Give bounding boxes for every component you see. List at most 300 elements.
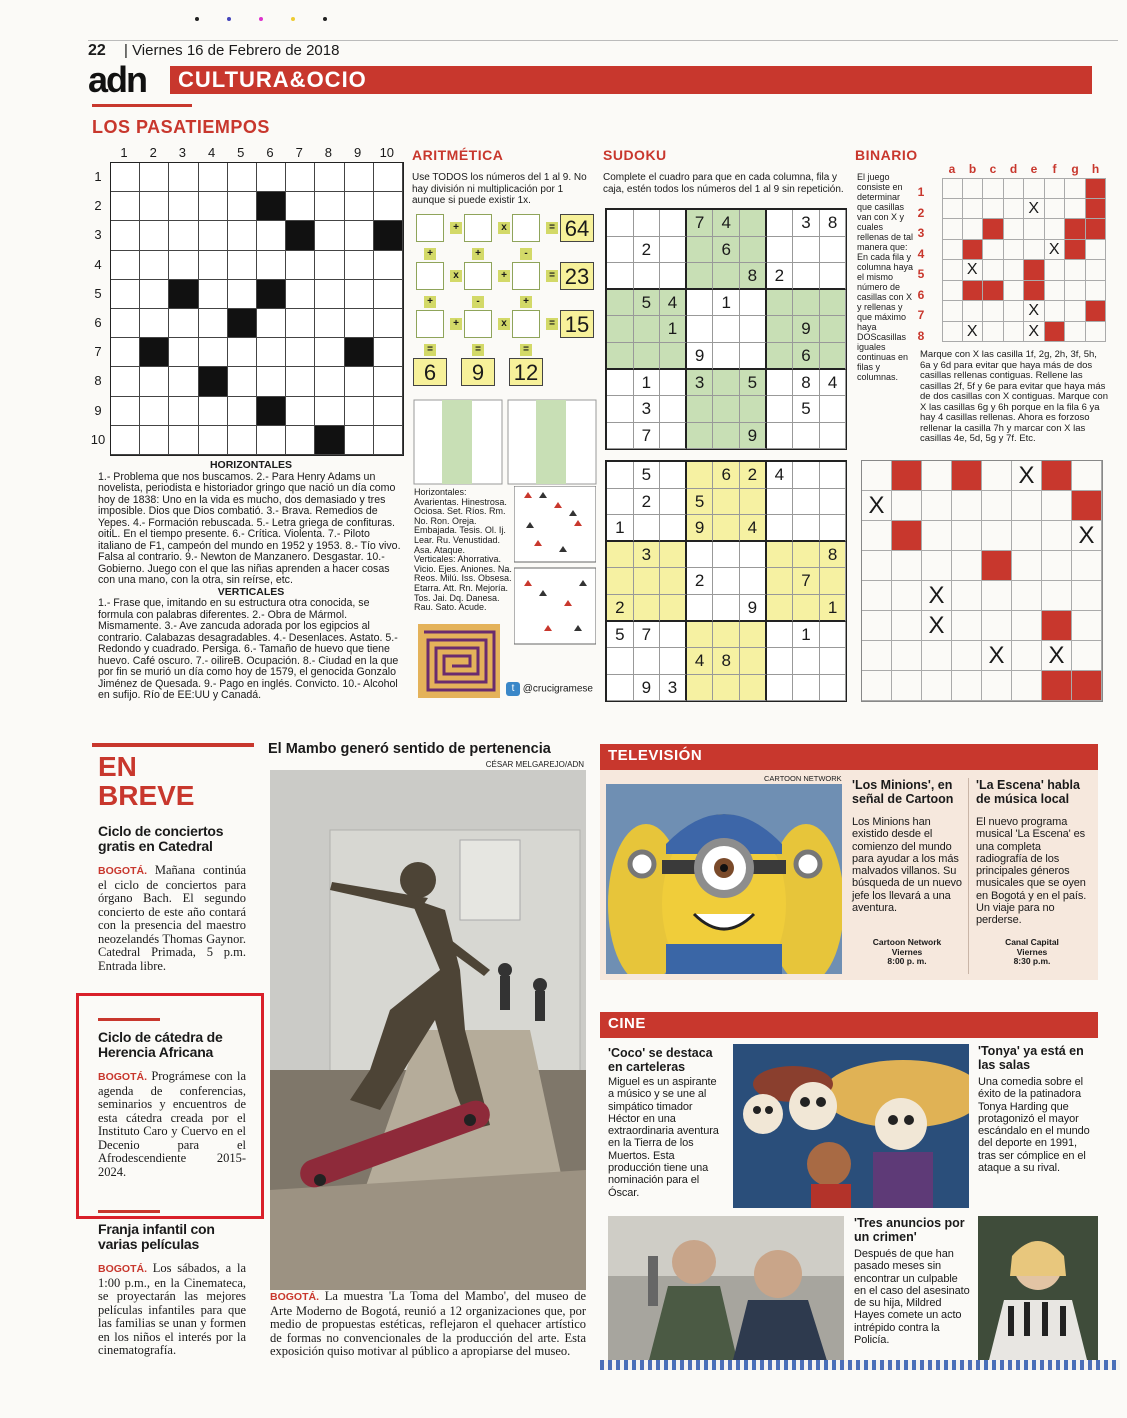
- sudoku-cell[interactable]: [793, 595, 820, 622]
- binario-puzzle-cell[interactable]: [862, 581, 892, 611]
- sudoku-cell[interactable]: [607, 263, 634, 290]
- sudoku-cell[interactable]: [660, 237, 687, 264]
- sudoku-cell[interactable]: [607, 370, 634, 397]
- sudoku-cell[interactable]: [687, 237, 714, 264]
- crossword-cell[interactable]: [140, 397, 169, 426]
- sudoku-cell[interactable]: [660, 396, 687, 423]
- crossword-cell[interactable]: [345, 397, 374, 426]
- sudoku-cell[interactable]: [713, 622, 740, 649]
- sudoku-cell[interactable]: [820, 237, 847, 264]
- sudoku-cell[interactable]: [713, 542, 740, 569]
- sudoku-cell[interactable]: [793, 462, 820, 489]
- crossword-cell[interactable]: [199, 280, 228, 309]
- crossword-cell[interactable]: [140, 426, 169, 455]
- sudoku-cell[interactable]: [793, 423, 820, 450]
- crossword-cell[interactable]: [315, 221, 344, 250]
- binario-puzzle-cell[interactable]: [1012, 491, 1042, 521]
- crossword-cell[interactable]: [286, 367, 315, 396]
- sudoku-cell[interactable]: [740, 343, 767, 370]
- binario-puzzle-cell[interactable]: [862, 641, 892, 671]
- crossword-cell[interactable]: [140, 192, 169, 221]
- crossword-cell[interactable]: [169, 338, 198, 367]
- crossword-cell[interactable]: [169, 309, 198, 338]
- crossword-cell[interactable]: [228, 367, 257, 396]
- sudoku-cell[interactable]: [634, 263, 661, 290]
- crossword-cell[interactable]: [228, 397, 257, 426]
- sudoku-cell[interactable]: [767, 595, 794, 622]
- sudoku-cell[interactable]: [740, 316, 767, 343]
- sudoku-cell[interactable]: [767, 210, 794, 237]
- crossword-cell[interactable]: [286, 309, 315, 338]
- binario-puzzle-cell[interactable]: X: [1012, 461, 1042, 491]
- crossword-cell[interactable]: [199, 192, 228, 221]
- sudoku-cell[interactable]: [660, 263, 687, 290]
- sudoku-cell[interactable]: [740, 396, 767, 423]
- crossword-cell: [286, 221, 315, 250]
- crossword-cell[interactable]: [286, 338, 315, 367]
- crossword-cell[interactable]: [286, 426, 315, 455]
- crossword-cell[interactable]: [286, 192, 315, 221]
- sudoku-cell[interactable]: [634, 515, 661, 542]
- sudoku-cell: 2: [634, 489, 661, 516]
- crossword-cell[interactable]: [374, 309, 403, 338]
- binario-puzzle-cell[interactable]: [952, 461, 982, 491]
- binario-puzzle-cell[interactable]: [862, 521, 892, 551]
- crossword-cell[interactable]: [111, 280, 140, 309]
- crossword-cell[interactable]: [111, 309, 140, 338]
- sudoku-cell[interactable]: [713, 489, 740, 516]
- crossword-cell[interactable]: [228, 338, 257, 367]
- sudoku-cell[interactable]: [713, 595, 740, 622]
- binario-puzzle-cell[interactable]: [982, 521, 1012, 551]
- sudoku-cell[interactable]: [713, 515, 740, 542]
- sudoku-cell[interactable]: [713, 316, 740, 343]
- sudoku-cell[interactable]: [607, 542, 634, 569]
- crossword-cell[interactable]: [257, 338, 286, 367]
- binario-puzzle-cell[interactable]: [982, 461, 1012, 491]
- sudoku-cell[interactable]: [793, 489, 820, 516]
- sudoku-cell[interactable]: [634, 210, 661, 237]
- sudoku-cell[interactable]: [660, 462, 687, 489]
- binario-puzzle-cell[interactable]: [1072, 461, 1102, 491]
- binario-puzzle-cell[interactable]: [952, 521, 982, 551]
- binario-puzzle-cell[interactable]: [1072, 671, 1102, 701]
- solution-verticales: Verticales: Ahorrativa. Vicio. Ejes. Aniones. Na. Reos. Milú. Iss. Obsesa. Etarra. Att. Rn. Mejoría. Tos. Jai. Dq. Danesa. Rau. Sato. Acude.: [414, 554, 512, 613]
- crossword-cell[interactable]: [169, 397, 198, 426]
- sudoku-cell[interactable]: [793, 237, 820, 264]
- sudoku-cell[interactable]: [767, 648, 794, 675]
- sudoku-cell[interactable]: [820, 675, 847, 702]
- crossword-cell[interactable]: [286, 163, 315, 192]
- sudoku-cell[interactable]: [740, 648, 767, 675]
- crossword-cell[interactable]: [199, 338, 228, 367]
- sudoku-cell[interactable]: [713, 675, 740, 702]
- sudoku-cell[interactable]: [740, 675, 767, 702]
- sudoku-cell[interactable]: [687, 423, 714, 450]
- binario-puzzle-cell[interactable]: [892, 491, 922, 521]
- binario-puzzle-cell[interactable]: [952, 581, 982, 611]
- twitter-handle: t @crucigramese: [506, 682, 593, 696]
- crossword-cell[interactable]: [345, 192, 374, 221]
- crossword-row-number: 5: [94, 285, 102, 301]
- crossword-cell[interactable]: [345, 309, 374, 338]
- sudoku-cell[interactable]: [740, 290, 767, 317]
- binario-puzzle-cell[interactable]: X: [1042, 641, 1072, 671]
- sudoku-cell[interactable]: [767, 675, 794, 702]
- sudoku-cell[interactable]: [820, 622, 847, 649]
- sudoku-cell[interactable]: [713, 423, 740, 450]
- binario-puzzle-cell[interactable]: [862, 611, 892, 641]
- binario-puzzle-cell[interactable]: [892, 611, 922, 641]
- sudoku-cell[interactable]: [793, 290, 820, 317]
- sudoku-cell[interactable]: [767, 489, 794, 516]
- number-box[interactable]: [512, 310, 540, 338]
- sudoku-cell[interactable]: [767, 622, 794, 649]
- crossword-cell[interactable]: [111, 251, 140, 280]
- binario-puzzle-cell[interactable]: [1042, 671, 1072, 701]
- binario-puzzle-cell[interactable]: [982, 581, 1012, 611]
- sudoku-cell[interactable]: [660, 515, 687, 542]
- sudoku-cell[interactable]: [793, 648, 820, 675]
- binario-puzzle-cell[interactable]: [892, 641, 922, 671]
- crossword-cell[interactable]: [345, 163, 374, 192]
- binario-puzzle-cell[interactable]: [892, 521, 922, 551]
- crossword-cell[interactable]: [345, 221, 374, 250]
- sudoku-cell[interactable]: [820, 515, 847, 542]
- sudoku-cell[interactable]: [607, 489, 634, 516]
- number-box[interactable]: [416, 214, 444, 242]
- binario-puzzle-cell[interactable]: [1042, 491, 1072, 521]
- crossword-cell[interactable]: [257, 221, 286, 250]
- sudoku-cell[interactable]: [820, 316, 847, 343]
- binario-puzzle-cell[interactable]: [862, 551, 892, 581]
- sudoku-cell[interactable]: [660, 542, 687, 569]
- sudoku-cell[interactable]: [607, 210, 634, 237]
- binario-puzzle-cell[interactable]: [922, 461, 952, 491]
- crossword-cell[interactable]: [140, 251, 169, 280]
- binario-puzzle-cell[interactable]: [1072, 551, 1102, 581]
- crossword-cell[interactable]: [111, 221, 140, 250]
- sudoku-cell[interactable]: [767, 316, 794, 343]
- number-box[interactable]: [464, 310, 492, 338]
- crossword-cell[interactable]: [111, 192, 140, 221]
- sudoku-cell[interactable]: [713, 343, 740, 370]
- sudoku-cell[interactable]: [820, 343, 847, 370]
- binario-puzzle-cell[interactable]: [952, 551, 982, 581]
- crossword-cell[interactable]: [315, 251, 344, 280]
- crossword-cell[interactable]: [111, 338, 140, 367]
- sudoku-cell[interactable]: [687, 263, 714, 290]
- crossword-cell[interactable]: [140, 163, 169, 192]
- binario-puzzle-cell[interactable]: [982, 671, 1012, 701]
- sudoku-cell[interactable]: [634, 316, 661, 343]
- sudoku-cell[interactable]: [660, 622, 687, 649]
- crossword-cell[interactable]: [199, 426, 228, 455]
- number-box[interactable]: [512, 262, 540, 290]
- crossword-cell[interactable]: [169, 251, 198, 280]
- binario-puzzle-cell[interactable]: [892, 461, 922, 491]
- crossword-cell[interactable]: [169, 163, 198, 192]
- number-box[interactable]: [464, 262, 492, 290]
- crossword-cell[interactable]: [315, 338, 344, 367]
- crossword-cell[interactable]: [199, 397, 228, 426]
- crossword-cell[interactable]: [199, 251, 228, 280]
- binario-puzzle-cell[interactable]: [922, 491, 952, 521]
- binario-puzzle-cell[interactable]: X: [922, 611, 952, 641]
- crossword-cell[interactable]: [140, 367, 169, 396]
- sudoku-cell[interactable]: [767, 515, 794, 542]
- sudoku-cell[interactable]: [607, 423, 634, 450]
- crossword-cell[interactable]: [345, 426, 374, 455]
- sudoku-cell[interactable]: [687, 462, 714, 489]
- crossword-cell[interactable]: [199, 309, 228, 338]
- sudoku-cell[interactable]: [820, 396, 847, 423]
- binario-puzzle-cell[interactable]: [1042, 581, 1072, 611]
- sudoku-cell[interactable]: [820, 489, 847, 516]
- en-breve-title: EN BREVE: [98, 751, 195, 811]
- sudoku-cell[interactable]: [713, 263, 740, 290]
- brief-3-text: BOGOTÁ. Los sábados, a la 1:00 p.m., en la Cinemateca, se proyectarán las mejores películas infantiles para que las familias se unan y formen en los niños el interés por la cinematografía.: [98, 1261, 246, 1357]
- sudoku-cell[interactable]: [660, 210, 687, 237]
- crossword-cell[interactable]: [286, 397, 315, 426]
- sudoku-cell[interactable]: [634, 343, 661, 370]
- sudoku-cell[interactable]: [820, 423, 847, 450]
- crossword-cell[interactable]: [315, 192, 344, 221]
- binario-puzzle-cell[interactable]: [1012, 611, 1042, 641]
- binario-puzzle-cell[interactable]: [1012, 671, 1042, 701]
- crossword-cell[interactable]: [111, 426, 140, 455]
- sudoku-cell[interactable]: [687, 542, 714, 569]
- crossword-cell[interactable]: [257, 367, 286, 396]
- crossword-cell[interactable]: [228, 192, 257, 221]
- sudoku-grid-1[interactable]: [605, 208, 847, 450]
- binario-puzzle-cell[interactable]: [1012, 581, 1042, 611]
- sudoku-cell[interactable]: [767, 542, 794, 569]
- sudoku-cell[interactable]: [740, 568, 767, 595]
- sudoku-cell[interactable]: [713, 370, 740, 397]
- sudoku-cell[interactable]: [740, 622, 767, 649]
- number-box[interactable]: [416, 262, 444, 290]
- binario-puzzle-cell[interactable]: [892, 671, 922, 701]
- sudoku-cell[interactable]: [607, 675, 634, 702]
- sudoku-cell[interactable]: [687, 396, 714, 423]
- binario-col-letter: f: [1052, 162, 1057, 176]
- crossword-cell[interactable]: [374, 367, 403, 396]
- sudoku-cell[interactable]: [607, 568, 634, 595]
- sudoku-cell[interactable]: [687, 290, 714, 317]
- crossword-cell[interactable]: [140, 221, 169, 250]
- binario-puzzle-cell[interactable]: [922, 551, 952, 581]
- crossword-cell[interactable]: [374, 192, 403, 221]
- sudoku-cell[interactable]: [660, 568, 687, 595]
- sudoku-cell[interactable]: [660, 489, 687, 516]
- crossword-cell[interactable]: [140, 280, 169, 309]
- binario-puzzle-cell[interactable]: [1072, 581, 1102, 611]
- sudoku-cell[interactable]: [687, 622, 714, 649]
- sudoku-cell[interactable]: [607, 316, 634, 343]
- sudoku-grid-2[interactable]: [605, 460, 847, 702]
- binario-puzzle-cell[interactable]: [892, 551, 922, 581]
- crossword-cell[interactable]: [315, 367, 344, 396]
- sudoku-cell[interactable]: [634, 595, 661, 622]
- sudoku-cell[interactable]: [687, 675, 714, 702]
- crossword-cell[interactable]: [169, 367, 198, 396]
- sudoku-cell[interactable]: [687, 595, 714, 622]
- crossword-cell[interactable]: [257, 251, 286, 280]
- binario-puzzle-cell[interactable]: [1012, 641, 1042, 671]
- binario-puzzle-cell[interactable]: [922, 521, 952, 551]
- crossword-cell[interactable]: [315, 397, 344, 426]
- column-result: 12: [509, 358, 543, 386]
- sudoku-cell[interactable]: [660, 648, 687, 675]
- crossword-cell[interactable]: [374, 280, 403, 309]
- sudoku-cell[interactable]: [820, 568, 847, 595]
- binario-puzzle-cell[interactable]: X: [982, 641, 1012, 671]
- binario-puzzle-cell[interactable]: X: [922, 581, 952, 611]
- binario-puzzle-cell[interactable]: [1042, 521, 1072, 551]
- crossword-cell[interactable]: [286, 251, 315, 280]
- crossword-cell[interactable]: [169, 192, 198, 221]
- sudoku-cell[interactable]: [793, 515, 820, 542]
- crossword-cell[interactable]: [228, 426, 257, 455]
- sudoku-cell[interactable]: [740, 210, 767, 237]
- sudoku-cell[interactable]: [793, 675, 820, 702]
- sudoku-cell[interactable]: [634, 568, 661, 595]
- aritmetica-puzzle[interactable]: [412, 208, 598, 394]
- sudoku-cell[interactable]: [660, 370, 687, 397]
- binario-puzzle-cell[interactable]: [1042, 551, 1072, 581]
- sudoku-cell[interactable]: [607, 648, 634, 675]
- crossword-cell[interactable]: [111, 397, 140, 426]
- crossword-cell[interactable]: [315, 280, 344, 309]
- sudoku-cell[interactable]: [634, 648, 661, 675]
- sudoku-cell[interactable]: [607, 237, 634, 264]
- sudoku-cell[interactable]: [767, 423, 794, 450]
- crossword-cell[interactable]: [345, 280, 374, 309]
- number-box[interactable]: [512, 214, 540, 242]
- sudoku-cell[interactable]: [767, 343, 794, 370]
- sudoku-cell[interactable]: [820, 462, 847, 489]
- binario-puzzle-cell[interactable]: [862, 671, 892, 701]
- sudoku-cell[interactable]: [767, 396, 794, 423]
- binario-puzzle-cell[interactable]: [892, 581, 922, 611]
- sudoku-cell[interactable]: [767, 568, 794, 595]
- crossword-cell[interactable]: [169, 221, 198, 250]
- sudoku-cell[interactable]: [607, 290, 634, 317]
- number-box[interactable]: [416, 310, 444, 338]
- sudoku-cell[interactable]: [713, 568, 740, 595]
- number-box[interactable]: [464, 214, 492, 242]
- binario-puzzle-cell[interactable]: [1072, 641, 1102, 671]
- binario-puzzle-cell[interactable]: [922, 671, 952, 701]
- sudoku-cell[interactable]: [660, 595, 687, 622]
- crossword-cell[interactable]: [374, 338, 403, 367]
- sudoku-cell[interactable]: [740, 489, 767, 516]
- sudoku-cell[interactable]: [793, 542, 820, 569]
- binario-puzzle-cell[interactable]: [982, 551, 1012, 581]
- sudoku-cell[interactable]: [607, 396, 634, 423]
- sudoku-cell[interactable]: [740, 542, 767, 569]
- binario-puzzle-cell[interactable]: [1012, 551, 1042, 581]
- crossword-cell[interactable]: [111, 367, 140, 396]
- sudoku-cell[interactable]: [820, 263, 847, 290]
- binario-puzzle-cell[interactable]: X: [1072, 521, 1102, 551]
- crossword-cell[interactable]: [374, 251, 403, 280]
- sudoku-cell[interactable]: [607, 462, 634, 489]
- crossword-cell[interactable]: [111, 163, 140, 192]
- sudoku-cell[interactable]: [713, 396, 740, 423]
- row-operator: x: [498, 318, 510, 330]
- sudoku-cell[interactable]: [767, 237, 794, 264]
- crossword-cell[interactable]: [169, 426, 198, 455]
- crossword-cell[interactable]: [228, 251, 257, 280]
- binario-puzzle-cell[interactable]: [862, 461, 892, 491]
- binario-puzzle-cell[interactable]: [952, 611, 982, 641]
- crossword-grid[interactable]: [110, 162, 404, 456]
- crossword-cell[interactable]: [315, 309, 344, 338]
- binario-puzzle-cell[interactable]: [982, 491, 1012, 521]
- binario-puzzle-cell[interactable]: X: [862, 491, 892, 521]
- crossword-row-number: 3: [94, 227, 102, 243]
- binario-puzzle-grid[interactable]: [861, 460, 1103, 702]
- crossword-cell[interactable]: [257, 309, 286, 338]
- crossword-cell[interactable]: [199, 163, 228, 192]
- binario-puzzle-cell[interactable]: [952, 641, 982, 671]
- crossword-cell[interactable]: [286, 280, 315, 309]
- crossword-cell[interactable]: [199, 221, 228, 250]
- binario-puzzle-cell[interactable]: [1072, 611, 1102, 641]
- binario-puzzle-cell[interactable]: [952, 671, 982, 701]
- crossword-cell[interactable]: [140, 309, 169, 338]
- sudoku-cell[interactable]: [820, 648, 847, 675]
- crossword-cell[interactable]: [374, 397, 403, 426]
- cine-2-text: Una comedia sobre el éxito de la patinadora Tonya Harding que protagonizó el mayor escándalo en el mundo del deporte en 1991, tras ser cómplice en el ataque a su rival.: [978, 1076, 1090, 1175]
- crossword-cell[interactable]: [228, 163, 257, 192]
- crossword-cell[interactable]: [257, 163, 286, 192]
- crossword-cell[interactable]: [345, 251, 374, 280]
- sudoku-cell: 8: [740, 263, 767, 290]
- crossword-cell[interactable]: [228, 221, 257, 250]
- sudoku-cell[interactable]: [767, 290, 794, 317]
- column-operator: +: [424, 296, 436, 308]
- binario-puzzle-cell[interactable]: [1012, 521, 1042, 551]
- binario-puzzle-cell[interactable]: [952, 491, 982, 521]
- crossword-cell[interactable]: [345, 367, 374, 396]
- binario-puzzle-cell[interactable]: [982, 611, 1012, 641]
- binario-puzzle-cell[interactable]: [1042, 461, 1072, 491]
- sudoku-cell[interactable]: [660, 343, 687, 370]
- binario-puzzle-cell[interactable]: [1042, 611, 1072, 641]
- crossword-cell[interactable]: [315, 163, 344, 192]
- crossword-cell: [169, 280, 198, 309]
- sudoku-cell[interactable]: [660, 423, 687, 450]
- binario-example-cell: [1045, 322, 1066, 343]
- crossword-cell[interactable]: [374, 426, 403, 455]
- binario-example-cell: [1086, 219, 1107, 240]
- binario-puzzle-cell[interactable]: [1072, 491, 1102, 521]
- crossword-cell[interactable]: [257, 426, 286, 455]
- sudoku-cell[interactable]: [767, 370, 794, 397]
- sudoku-cell[interactable]: [793, 263, 820, 290]
- sudoku-cell[interactable]: [740, 237, 767, 264]
- sudoku-cell[interactable]: [687, 316, 714, 343]
- sudoku-cell[interactable]: [820, 290, 847, 317]
- crossword-cell[interactable]: [374, 163, 403, 192]
- binario-example-cell: [1024, 281, 1045, 302]
- crossword-cell[interactable]: [228, 280, 257, 309]
- binario-puzzle-cell[interactable]: [922, 641, 952, 671]
- sudoku-cell[interactable]: [607, 343, 634, 370]
